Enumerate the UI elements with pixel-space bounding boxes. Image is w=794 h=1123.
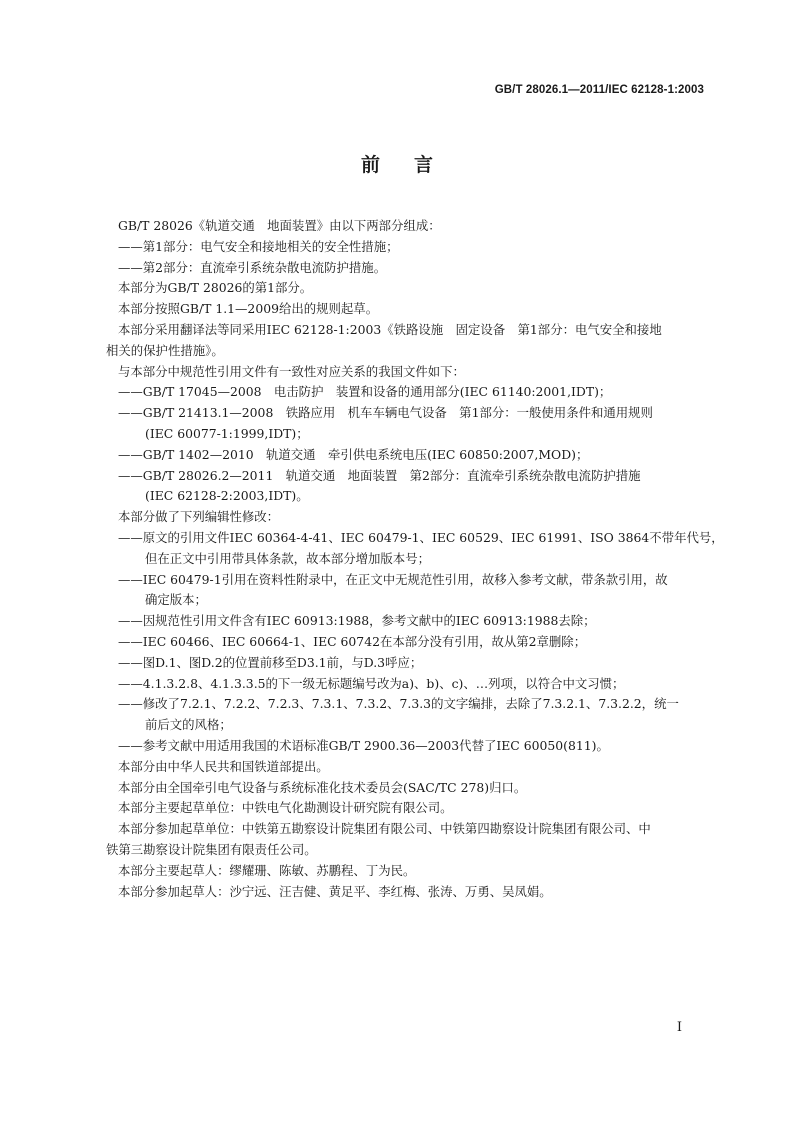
paragraph: 本部分参加起草人：沙宁远、汪吉健、黄足平、李红梅、张涛、万勇、吴凤娟。 (118, 883, 552, 899)
paragraph: 本部分按照GB/T 1.1—2009给出的规则起草。 (118, 301, 379, 317)
paragraph: 本部分采用翻译法等同采用IEC 62128-1:2003《铁路设施 固定设备 第1部分：电气安全和接地 (118, 321, 662, 337)
list-item-continuation: 但在正文中引用带具体条款，故本部分增加版本号； (145, 550, 430, 566)
list-item: ——GB/T 17045—2008 电击防护 装置和设备的通用部分(IEC 61140:2001,IDT)； (118, 384, 612, 400)
page-title: 前言 (360, 154, 467, 176)
paragraph: 与本部分中规范性引用文件有一致性对应关系的我国文件如下： (118, 363, 465, 379)
list-item: ——GB/T 1402—2010 轨道交通 牵引供电系统电压(IEC 60850:2007,MOD)； (118, 446, 589, 462)
paragraph: 本部分为GB/T 28026的第1部分。 (118, 280, 313, 296)
list-item: ——4.1.3.2.8、4.1.3.3.5的下一级无标题编号改为a)、b)、c)、…列项，以符合中文习惯； (118, 675, 625, 691)
paragraph: 本部分由中华人民共和国铁道部提出。 (118, 758, 329, 774)
list-item: ——IEC 60466、IEC 60664-1、IEC 60742在本部分没有引用，故从第2章删除； (118, 633, 587, 649)
list-item: ——因规范性引用文件含有IEC 60913:1988，参考文献中的IEC 60913:1988去除； (118, 613, 596, 629)
list-item-continuation: 前后文的风格； (145, 717, 232, 733)
list-item: ——第2部分：直流牵引系统杂散电流防护措施。 (118, 259, 387, 275)
list-item: ——GB/T 28026.2—2011 轨道交通 地面装置 第2部分：直流牵引系统杂散电流防护措施 (118, 467, 641, 483)
paragraph-continuation: 相关的保护性措施》。 (106, 342, 224, 358)
document-code-header: GB/T 28026.1—2011/IEC 62128-1:2003 (494, 84, 704, 96)
list-item-continuation: 确定版本； (145, 592, 207, 608)
paragraph: 本部分主要起草人：缪耀珊、陈敏、苏鹏程、丁为民。 (118, 862, 416, 878)
paragraph: 本部分做了下列编辑性修改： (118, 509, 280, 525)
list-item: ——修改了7.2.1、7.2.2、7.2.3、7.3.1、7.3.2、7.3.3的文字编排，去除了7.3.2.1、7.3.2.2，统一 (118, 696, 679, 712)
list-item: ——第1部分：电气安全和接地相关的安全性措施； (118, 238, 399, 254)
page-number: I (676, 1020, 682, 1035)
paragraph: 本部分由全国牵引电气设备与系统标准化技术委员会(SAC/TC 278)归口。 (118, 779, 527, 795)
paragraph: 本部分主要起草单位：中铁电气化勘测设计研究院有限公司。 (118, 800, 453, 816)
list-item: ——图D.1、图D.2的位置前移至D3.1前，与D.3呼应； (118, 654, 423, 670)
list-item: ——GB/T 21413.1—2008 铁路应用 机车车辆电气设备 第1部分：一般使用条件和通用规则 (118, 405, 653, 421)
list-item: ——参考文献中用适用我国的术语标准GB/T 2900.36—2003代替了IEC 60050(811)。 (118, 737, 609, 753)
list-item-continuation: (IEC 62128-2:2003,IDT)。 (145, 488, 309, 504)
list-item: ——IEC 60479-1引用在资料性附录中，在正文中无规范性引用，故移入参考文献，带条款引用，故 (118, 571, 668, 587)
paragraph: GB/T 28026《轨道交通 地面装置》由以下两部分组成： (118, 218, 441, 233)
foreword-body (106, 216, 724, 902)
list-item: ——原文的引用文件IEC 60364-4-41、IEC 60479-1、IEC 60529、IEC 61991、ISO 3864不带年代号， (118, 529, 724, 545)
list-item-continuation: (IEC 60077-1:1999,IDT)； (145, 425, 309, 441)
paragraph-continuation: 铁第三勘察设计院集团有限责任公司。 (106, 841, 317, 857)
paragraph: 本部分参加起草单位：中铁第五勘察设计院集团有限公司、中铁第四勘察设计院集团有限公司、中 (118, 821, 651, 837)
